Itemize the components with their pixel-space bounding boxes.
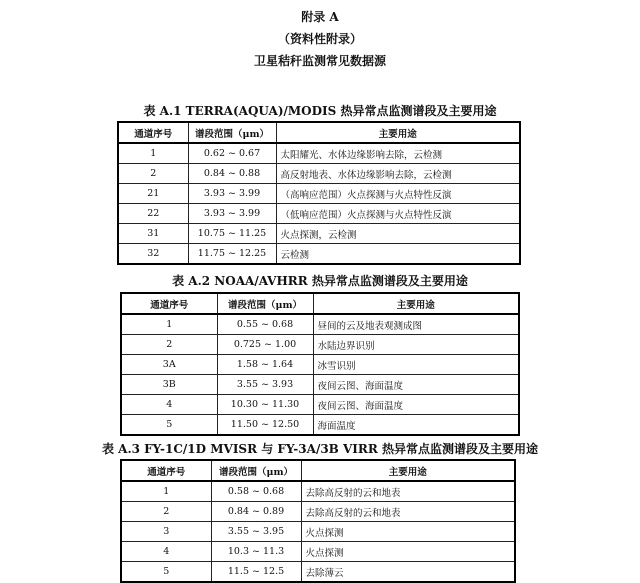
band-cell: 3.93 ~ 3.99	[188, 204, 276, 224]
col-usage-header: 主要用途	[301, 460, 515, 481]
document-title: 卫星秸秆监测常见数据源	[253, 54, 386, 68]
table-row	[121, 314, 519, 335]
channel-cell: 1	[118, 143, 188, 164]
table-header-row	[121, 293, 519, 314]
band-cell: 3.93 ~ 3.99	[188, 184, 276, 204]
band-cell: 0.62 ~ 0.67	[188, 143, 276, 164]
channel-cell: 22	[118, 204, 188, 224]
table-row	[118, 143, 520, 164]
col-channel-header: 通道序号	[121, 293, 217, 314]
band-cell: 0.55 ~ 0.68	[217, 314, 313, 335]
band-cell: 11.5 ~ 12.5	[211, 562, 301, 583]
channel-cell: 2	[121, 335, 217, 355]
channel-cell: 31	[118, 224, 188, 244]
table-row	[121, 542, 515, 562]
usage-cell: 去除高反射的云和地表	[301, 502, 515, 522]
col-channel-header: 通道序号	[118, 122, 188, 143]
table-row	[121, 415, 519, 436]
usage-cell: 去除薄云	[301, 562, 515, 583]
col-usage-header: 主要用途	[313, 293, 519, 314]
table-header-row	[118, 122, 520, 143]
usage-cell: 夜间云图、海面温度	[313, 375, 519, 395]
col-usage-header: 主要用途	[276, 122, 520, 143]
channel-cell: 5	[121, 562, 211, 583]
table-row	[121, 522, 515, 542]
usage-cell: 冰雪识别	[313, 355, 519, 375]
band-cell: 11.75 ~ 12.25	[188, 244, 276, 265]
usage-cell: 火点探测	[301, 522, 515, 542]
channel-cell: 1	[121, 314, 217, 335]
table-row	[121, 375, 519, 395]
table-a2	[120, 292, 520, 436]
channel-cell: 32	[118, 244, 188, 265]
usage-cell: 水陆边界识别	[313, 335, 519, 355]
channel-cell: 2	[121, 502, 211, 522]
band-cell: 0.84 ~ 0.89	[211, 502, 301, 522]
band-cell: 3.55 ~ 3.93	[217, 375, 313, 395]
channel-cell: 1	[121, 481, 211, 502]
band-cell: 11.50 ~ 12.50	[217, 415, 313, 436]
usage-cell: 夜间云图、海面温度	[313, 395, 519, 415]
table-row	[121, 562, 515, 583]
table-a3	[120, 459, 516, 583]
table-row	[118, 184, 520, 204]
table-a3-caption: 表 A.3 FY-1C/1D MVISR 与 FY-3A/3B VIRR 热异常点监测谱段及主要用途	[101, 442, 539, 456]
col-band-header: 谱段范围（μm）	[188, 122, 276, 143]
band-cell: 0.84 ~ 0.88	[188, 164, 276, 184]
band-cell: 3.55 ~ 3.95	[211, 522, 301, 542]
table-a1	[117, 121, 521, 265]
col-channel-header: 通道序号	[121, 460, 211, 481]
usage-cell: （高响应范围）火点探测与火点特性反演	[276, 184, 520, 204]
table-row	[121, 355, 519, 375]
col-band-header: 谱段范围（μm）	[211, 460, 301, 481]
usage-cell: 太阳耀光、水体边缘影响去除，云检测	[276, 143, 520, 164]
channel-cell: 5	[121, 415, 217, 436]
channel-cell: 21	[118, 184, 188, 204]
usage-cell: 火点探测	[301, 542, 515, 562]
band-cell: 10.75 ~ 11.25	[188, 224, 276, 244]
table-row	[118, 164, 520, 184]
appendix-nature: （资料性附录）	[277, 32, 362, 46]
usage-cell: 云检测	[276, 244, 520, 265]
usage-cell: 海面温度	[313, 415, 519, 436]
band-cell: 0.725 ~ 1.00	[217, 335, 313, 355]
col-band-header: 谱段范围（μm）	[217, 293, 313, 314]
table-row	[118, 204, 520, 224]
appendix-label: 附录 A	[301, 10, 339, 24]
table-row	[121, 335, 519, 355]
usage-cell: （低响应范围）火点探测与火点特性反演	[276, 204, 520, 224]
usage-cell: 去除高反射的云和地表	[301, 481, 515, 502]
table-row	[121, 395, 519, 415]
table-row	[118, 224, 520, 244]
table-header-row	[121, 460, 515, 481]
channel-cell: 2	[118, 164, 188, 184]
band-cell: 10.30 ~ 11.30	[217, 395, 313, 415]
usage-cell: 高反射地表、水体边缘影响去除，云检测	[276, 164, 520, 184]
channel-cell: 3B	[121, 375, 217, 395]
band-cell: 10.3 ~ 11.3	[211, 542, 301, 562]
table-row	[121, 481, 515, 502]
channel-cell: 3A	[121, 355, 217, 375]
usage-cell: 火点探测，云检测	[276, 224, 520, 244]
band-cell: 1.58 ~ 1.64	[217, 355, 313, 375]
table-row	[121, 502, 515, 522]
channel-cell: 4	[121, 395, 217, 415]
band-cell: 0.58 ~ 0.68	[211, 481, 301, 502]
channel-cell: 3	[121, 522, 211, 542]
usage-cell: 昼间的云及地表观测成图	[313, 314, 519, 335]
table-row	[118, 244, 520, 265]
channel-cell: 4	[121, 542, 211, 562]
table-a1-caption: 表 A.1 TERRA(AQUA)/MODIS 热异常点监测谱段及主要用途	[143, 104, 497, 118]
table-a2-caption: 表 A.2 NOAA/AVHRR 热异常点监测谱段及主要用途	[172, 274, 468, 288]
